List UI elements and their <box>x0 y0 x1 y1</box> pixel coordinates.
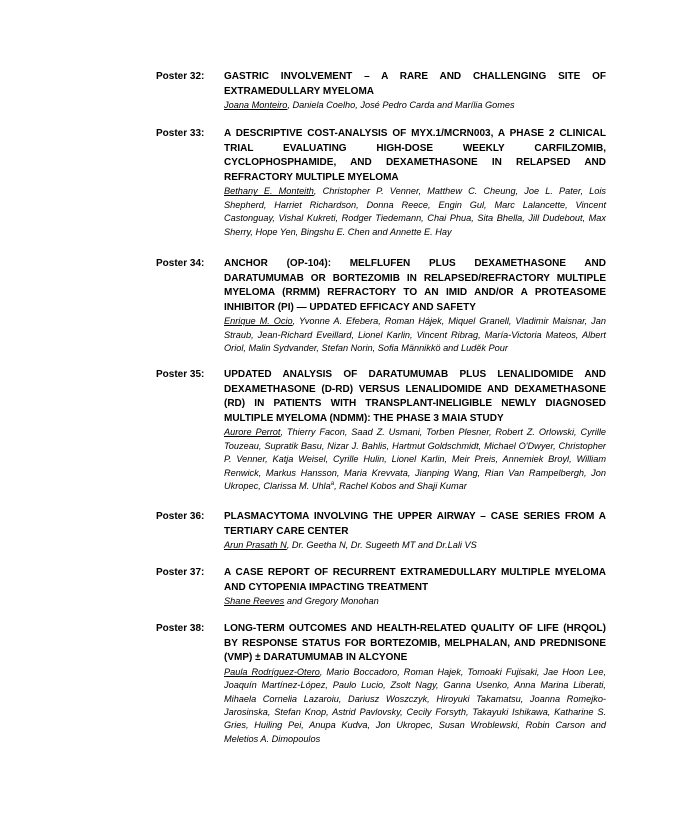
poster-label: Poster 34: <box>156 258 205 269</box>
co-authors: , Thierry Facon, Saad Z. Usmani, Torben Plesner, Robert Z. Orlowski, Cyrille Touzeau, Supratik Basu, Nizar J. Bahlis, Hartmut Goldschmidt, Michael O'Dwyer, Christopher P. Venner, Katja Weisel, Cyrille Hulin, Lionel Karlin, Meir Preis, Annemiek Broyl, William Renwick, Markus Hansson, Maria Krevvata, Jianping Wang, Rian Van Rampelbergh, Jon Ukropec, Clarissa M. Uhla <box>224 427 606 491</box>
co-authors: , Daniela Coelho, José Pedro Carda and Marília Gomes <box>287 100 515 111</box>
poster-title: A DESCRIPTIVE COST-ANALYSIS OF MYX.1/MCRN003, A PHASE 2 CLINICAL TRIAL EVALUATING HIGH-DOSE WEEKLY CARFILZOMIB, CYCLOPHOSPHAMIDE, AND DEXAMETHASONE IN RELAPSED AND REFRACTORY MULTIPLE MYELOMA <box>224 128 606 183</box>
poster-body <box>224 368 606 493</box>
presenting-author: Paula Rodríguez-Otero <box>224 666 320 677</box>
poster-body <box>224 622 606 746</box>
poster-title: A CASE REPORT OF RECURRENT EXTRAMEDULLARY MULTIPLE MYELOMA AND CYTOPENIA IMPACTING TREATMENT <box>224 567 606 593</box>
co-authors: , Mario Boccadoro, Roman Hajek, Tomoaki Fujisaki, Jae Hoon Lee, Joaquín Martínez-López, Paulo Lucio, Zsolt Nagy, Ganna Usenko, Anna Marina Liberati, Mihaela Cornelia Lazaroiu, Dariusz Woszczyk, Hiroyuki Takamatsu, Joanna Romejko-Jarosinska, Stefan Knop, Astrid Pavlovsky, Cecily Forsyth, Takayuki Ishikawa, Katharine S. Gries, Huiling Pei, Anupa Kudva, Jon Ukropec, Susan Wroblewski, Robin Carson and Meletios A. Dimopoulos <box>224 666 607 744</box>
presenting-author: Joana Monteiro <box>224 100 288 111</box>
co-authors: , Christopher P. Venner, Matthew C. Cheung, Joe L. Pater, Lois Shepherd, Harriet Richardson, Donna Reece, Engin Gul, Marc Lalancette, Vincent Castonguay, Vishal Kukreti, Rodger Tiedemann, Chai Phua, Sita Bhella, Jill Dudebout, Max Sherry, Hope Yen, Bingshu E. Chen and Annette E. Hay <box>224 186 606 237</box>
author-superscript: a <box>330 480 335 487</box>
poster-title: PLASMACYTOMA INVOLVING THE UPPER AIRWAY – CASE SERIES FROM A TERTIARY CARE CENTER <box>224 511 606 537</box>
presenting-author: Aurore Perrot <box>224 427 281 438</box>
co-authors: and Gregory Monohan <box>284 596 379 607</box>
poster-label: Poster 33: <box>156 128 205 139</box>
poster-body <box>224 510 606 553</box>
poster-authors <box>224 315 606 355</box>
poster-authors <box>224 99 606 112</box>
poster-body <box>224 70 606 113</box>
poster-title: GASTRIC INVOLVEMENT – A RARE AND CHALLENGING SITE OF EXTRAMEDULLARY MYELOMA <box>224 71 606 97</box>
presenting-author: Shane Reeves <box>224 596 285 607</box>
poster-body <box>224 257 606 356</box>
presenting-author: Bethany E. Monteith <box>224 186 314 197</box>
poster-authors <box>224 666 606 746</box>
poster-body <box>224 127 606 239</box>
poster-title: UPDATED ANALYSIS OF DARATUMUMAB PLUS LENALIDOMIDE AND DEXAMETHASONE (D-RD) VERSUS LENALIDOMIDE AND DEXAMETHASONE (RD) IN PATIENTS WITH TRANSPLANT-INELIGIBLE NEWLY DIAGNOSED MULTIPLE MYELOMA (NDMM): THE PHASE 3 MAIA STUDY <box>224 369 606 424</box>
poster-label: Poster 32: <box>156 71 205 82</box>
poster-label: Poster 37: <box>156 567 205 578</box>
poster-authors <box>224 539 606 552</box>
presenting-author: Arun Prasath N <box>224 540 287 551</box>
poster-label: Poster 36: <box>156 511 205 522</box>
presenting-author: Enrique M. Ocio <box>224 316 293 327</box>
poster-title: ANCHOR (OP-104): MELFLUFEN PLUS DEXAMETHASONE AND DARATUMUMAB OR BORTEZOMIB IN RELAPSED/REFRACTORY MULTIPLE MYELOMA (RRMM) REFRACTORY TO AN IMID AND/OR A PROTEASOME INHIBITOR (PI) — UPDATED EFFICACY AND SAFETY <box>224 258 606 313</box>
poster-label: Poster 35: <box>156 369 205 380</box>
poster-authors <box>224 185 606 239</box>
poster-body <box>224 566 606 609</box>
co-authors: , Yvonne A. Efebera, Roman Hájek, Miquel Granell, Vladimir Maisnar, Jan Straub, Jean-Richard Eveillard, Lionel Karlin, Vincent Ribrag, María-Victoria Mateos, Albert Oriol, Malin Sydvander, Stefan Norin, Sofia Männikkö and Luděk Pour <box>224 316 606 354</box>
co-authors: , Dr. Geetha N, Dr. Sugeeth MT and Dr.Lali VS <box>286 540 477 551</box>
poster-label: Poster 38: <box>156 623 205 634</box>
poster-authors <box>224 426 606 493</box>
poster-title: LONG-TERM OUTCOMES AND HEALTH-RELATED QUALITY OF LIFE (HRQOL) BY RESPONSE STATUS FOR BORTEZOMIB, MELPHALAN, AND PREDNISONE (VMP) ± DARATUMUMAB IN ALCYONE <box>224 623 606 664</box>
co-authors-tail: , Rachel Kobos and Shaji Kumar <box>334 481 467 491</box>
poster-authors <box>224 595 606 608</box>
